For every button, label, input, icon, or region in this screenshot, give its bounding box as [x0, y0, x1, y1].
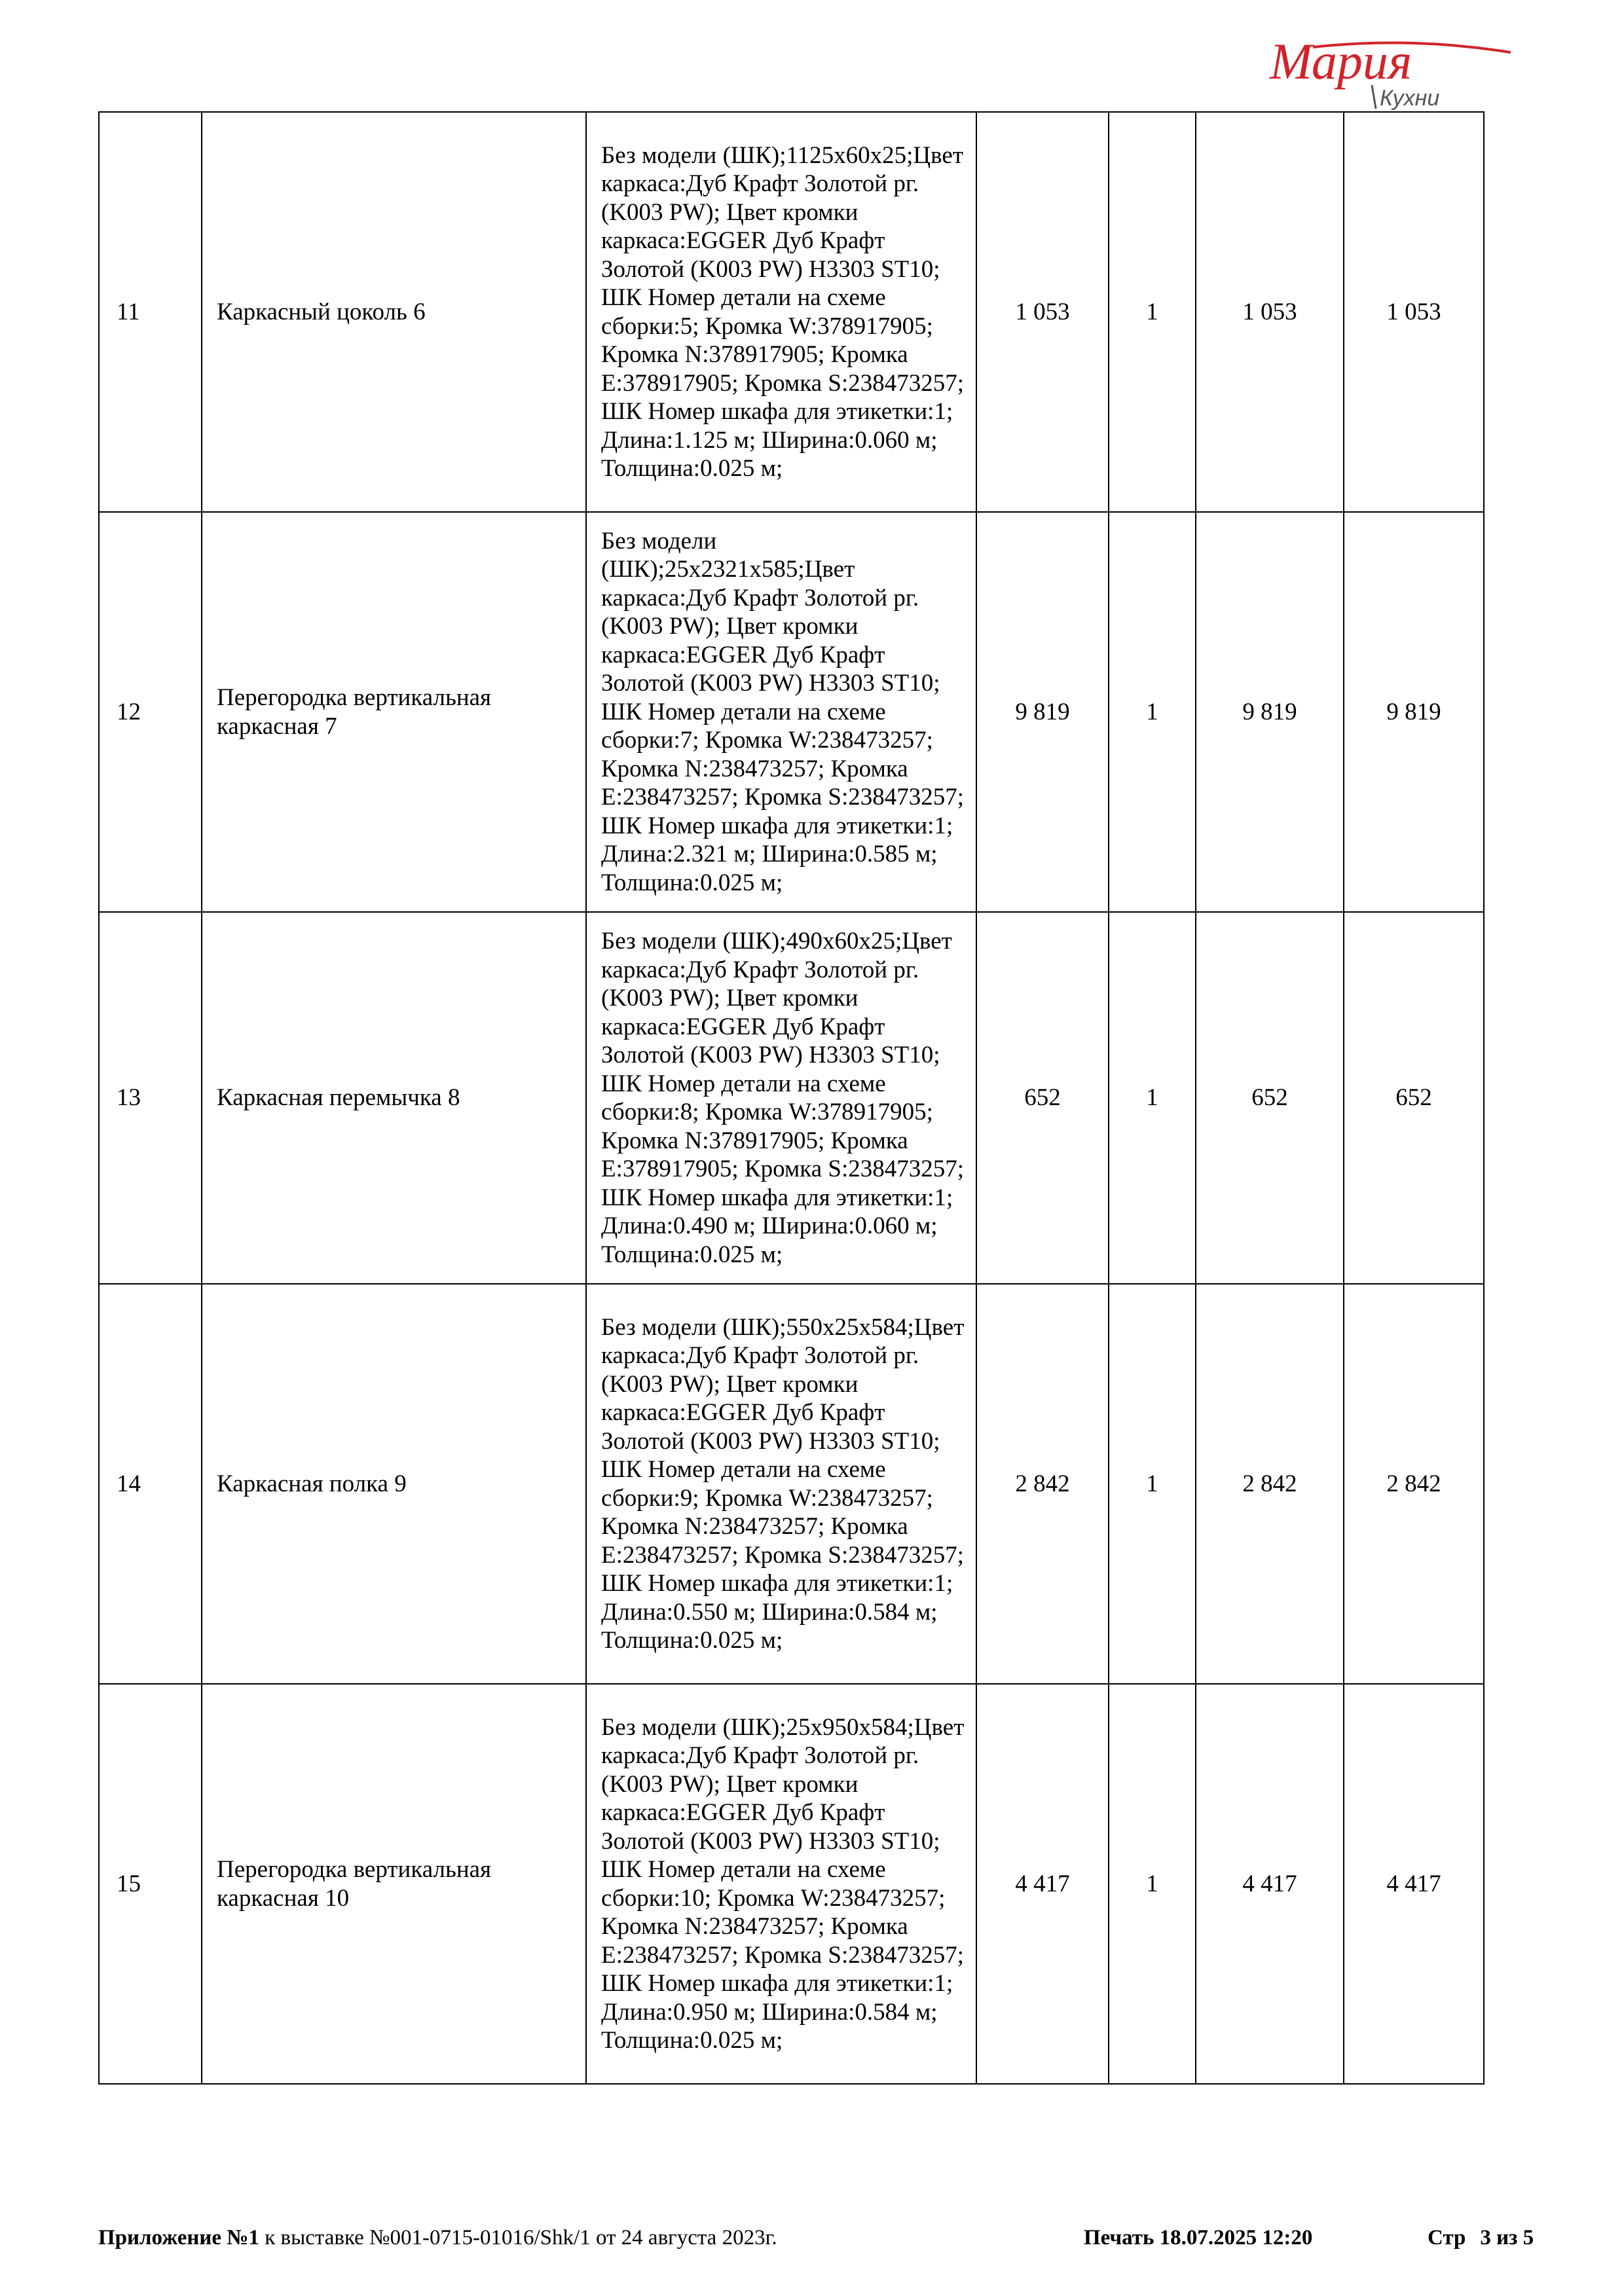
item-total: 9 819 — [1344, 512, 1484, 912]
print-timestamp: Печать 18.07.2025 12:20 — [1084, 2226, 1313, 2250]
item-name: Перегородка вертикальная каркасная 10 — [202, 1684, 586, 2084]
item-sum: 2 842 — [1196, 1284, 1344, 1684]
appendix-reference — [98, 2226, 777, 2250]
item-name: Каркасный цоколь 6 — [202, 112, 586, 512]
table-row — [99, 1684, 1484, 2084]
maria-logo — [1267, 38, 1522, 110]
item-quantity: 1 — [1109, 1684, 1196, 2084]
item-total: 652 — [1344, 912, 1484, 1284]
items-table — [98, 111, 1485, 2085]
item-quantity: 1 — [1109, 512, 1196, 912]
item-price: 2 842 — [976, 1284, 1109, 1684]
table-row — [99, 512, 1484, 912]
row-number: 11 — [99, 112, 202, 512]
table-row — [99, 112, 1484, 512]
item-price: 9 819 — [976, 512, 1109, 912]
item-description: Без модели (ШК);25x950x584;Цвет каркаса:Дуб Крафт Золотой рг. (K003 PW); Цвет кромки каркаса:EGGER Дуб Крафт Золотой (K003 PW) H3303 ST10; ШК Номер детали на схеме сборки:10; Кромка W:238473257; Кромка N:238473257; Кромка E:238473257; Кромка S:238473257; ШК Номер шкафа для этикетки:1; Длина:0.950 м; Ширина:0.584 м; Толщина:0.025 м; — [586, 1684, 976, 2084]
item-price: 652 — [976, 912, 1109, 1284]
item-price: 4 417 — [976, 1684, 1109, 2084]
item-description: Без модели (ШК);490x60x25;Цвет каркаса:Дуб Крафт Золотой рг. (K003 PW); Цвет кромки каркаса:EGGER Дуб Крафт Золотой (K003 PW) H3303 ST10; ШК Номер детали на схеме сборки:8; Кромка W:378917905; Кромка N:378917905; Кромка E:378917905; Кромка S:238473257; ШК Номер шкафа для этикетки:1; Длина:0.490 м; Ширина:0.060 м; Толщина:0.025 м; — [586, 912, 976, 1284]
item-description: Без модели (ШК);1125x60x25;Цвет каркаса:Дуб Крафт Золотой рг. (K003 PW); Цвет кромки каркаса:EGGER Дуб Крафт Золотой (K003 PW) H3303 ST10; ШК Номер детали на схеме сборки:5; Кромка W:378917905; Кромка N:378917905; Кромка E:378917905; Кромка S:238473257; ШК Номер шкафа для этикетки:1; Длина:1.125 м; Ширина:0.060 м; Толщина:0.025 м; — [586, 112, 976, 512]
item-sum: 4 417 — [1196, 1684, 1344, 2084]
row-number: 12 — [99, 512, 202, 912]
item-quantity: 1 — [1109, 1284, 1196, 1684]
page-indicator — [1428, 2226, 1534, 2250]
item-name: Перегородка вертикальная каркасная 7 — [202, 512, 586, 912]
page-number: 3 из 5 — [1480, 2226, 1534, 2250]
table-row — [99, 1284, 1484, 1684]
item-total: 4 417 — [1344, 1684, 1484, 2084]
item-price: 1 053 — [976, 112, 1109, 512]
page-footer — [98, 2226, 1539, 2259]
row-number: 14 — [99, 1284, 202, 1684]
item-sum: 1 053 — [1196, 112, 1344, 512]
item-description: Без модели (ШК);25x2321x585;Цвет каркаса:Дуб Крафт Золотой рг. (K003 PW); Цвет кромки каркаса:EGGER Дуб Крафт Золотой (K003 PW) H3303 ST10; ШК Номер детали на схеме сборки:7; Кромка W:238473257; Кромка N:238473257; Кромка E:238473257; Кромка S:238473257; ШК Номер шкафа для этикетки:1; Длина:2.321 м; Ширина:0.585 м; Толщина:0.025 м; — [586, 512, 976, 912]
logo-wordmark: Мария — [1270, 38, 1412, 90]
item-name: Каркасная перемычка 8 — [202, 912, 586, 1284]
item-sum: 652 — [1196, 912, 1344, 1284]
appendix-label: Приложение №1 — [98, 2226, 259, 2250]
item-quantity: 1 — [1109, 912, 1196, 1284]
item-total: 1 053 — [1344, 112, 1484, 512]
item-name: Каркасная полка 9 — [202, 1284, 586, 1684]
maria-logo-graphic — [1267, 38, 1522, 110]
row-number: 15 — [99, 1684, 202, 2084]
page-label: Стр — [1428, 2226, 1466, 2250]
item-sum: 9 819 — [1196, 512, 1344, 912]
item-quantity: 1 — [1109, 112, 1196, 512]
item-total: 2 842 — [1344, 1284, 1484, 1684]
table-row — [99, 912, 1484, 1284]
appendix-text: к выставке №001-0715-01016/Shk/1 от 24 августа 2023г. — [259, 2226, 777, 2250]
item-description: Без модели (ШК);550x25x584;Цвет каркаса:Дуб Крафт Золотой рг. (K003 PW); Цвет кромки каркаса:EGGER Дуб Крафт Золотой (K003 PW) H3303 ST10; ШК Номер детали на схеме сборки:9; Кромка W:238473257; Кромка N:238473257; Кромка E:238473257; Кромка S:238473257; ШК Номер шкафа для этикетки:1; Длина:0.550 м; Ширина:0.584 м; Толщина:0.025 м; — [586, 1284, 976, 1684]
logo-subtext: Кухни — [1380, 86, 1440, 110]
row-number: 13 — [99, 912, 202, 1284]
